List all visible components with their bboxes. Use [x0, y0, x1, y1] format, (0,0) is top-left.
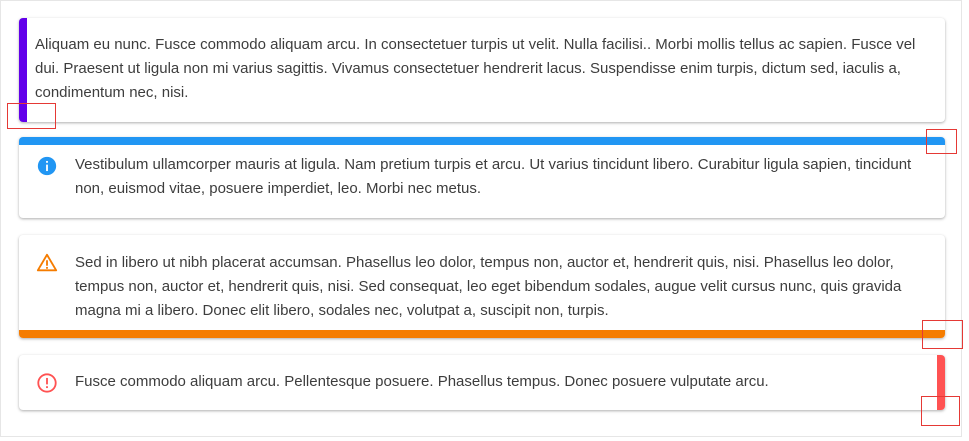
warning-icon [36, 252, 58, 274]
alert-text: Aliquam eu nunc. Fusce commodo aliquam arcu. In consectetuer turpis ut velit. Nulla facilisi.. Morbi mollis tellus ac sapien. Fusce vel dui. Praesent ut ligula non mi varius sagittis. Vivamus consectetuer hendrerit lacus. Suspendisse enim turpis, dictum sed, iaculis a, condimentum nec, nisi. [35, 36, 916, 101]
alert-text: Sed in libero ut nibh placerat accumsan. Phasellus leo dolor, tempus non, auctor et, hendrerit quis, nisi. Phasellus leo dolor, tempus non, auctor et, hendrerit quis, nisi. Sed consequat, leo eget bibendum sodales, augue velit cursus nunc, quis gravida magna mi a libero. Donec elit libero, sodales nec, volutpat a, suscipit non, turpis. [75, 254, 902, 319]
annotation-box [7, 103, 56, 129]
alert-bottom-border-bar [19, 330, 945, 338]
info-icon [36, 155, 58, 177]
alert-error-right-border [19, 355, 945, 410]
annotation-box [922, 320, 963, 349]
alert-accent-left-border [19, 18, 945, 122]
alert-info-top-border [19, 137, 945, 218]
annotation-box [926, 129, 957, 154]
alert-text: Fusce commodo aliquam arcu. Pellentesque posuere. Phasellus tempus. Donec posuere vulputate arcu. [75, 373, 769, 390]
annotation-box [921, 396, 960, 426]
alert-text: Vestibulum ullamcorper mauris at ligula. Nam pretium turpis et arcu. Ut varius tincidunt libero. Curabitur ligula sapien, tincidunt non, euismod vitae, posuere imperdiet, leo. Morbi nec metus. [75, 156, 912, 197]
alert-top-border-bar [19, 137, 945, 145]
alert-warning-bottom-border [19, 235, 945, 338]
error-icon [36, 372, 58, 394]
